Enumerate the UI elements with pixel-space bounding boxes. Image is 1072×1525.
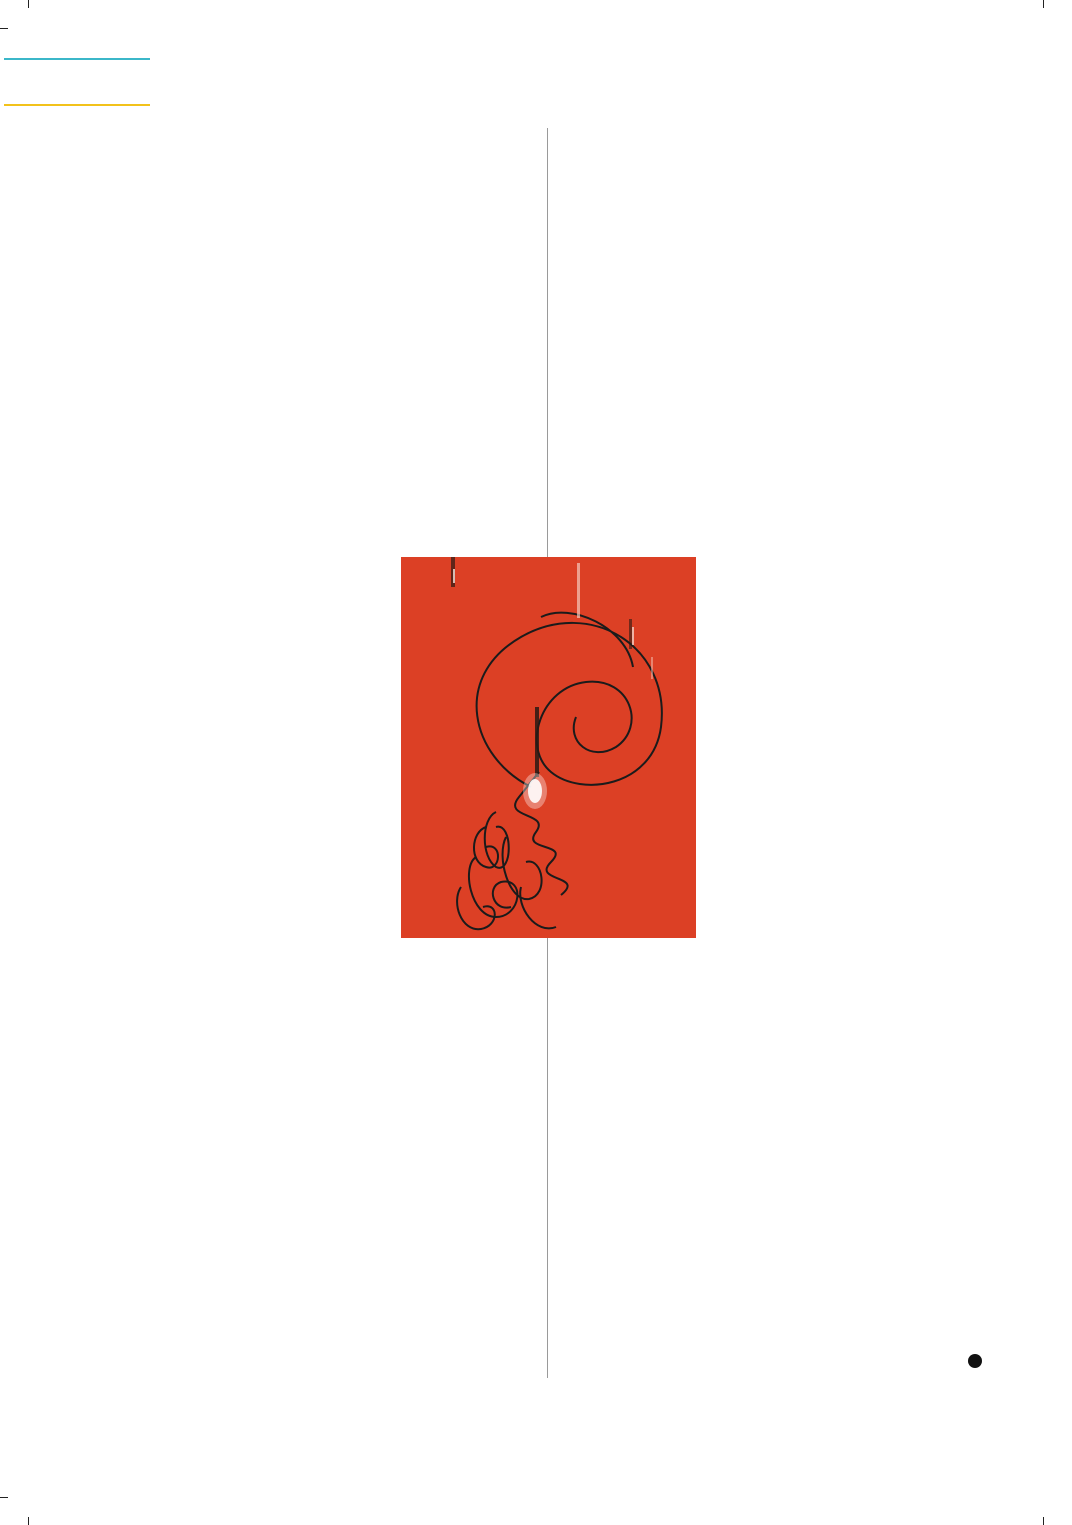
story-illustration: [401, 557, 696, 938]
crop-mark: [28, 0, 29, 8]
crop-mark: [0, 28, 8, 29]
end-marker: [968, 1354, 982, 1368]
section-rule-top: [4, 58, 150, 60]
crop-mark: [1043, 1517, 1044, 1525]
crop-mark: [0, 1497, 8, 1498]
section-rule-bottom: [4, 104, 150, 106]
crop-mark: [28, 1517, 29, 1525]
left-column-lower: [112, 974, 528, 990]
page-footer: [112, 1394, 130, 1428]
crop-mark: [1043, 0, 1044, 8]
